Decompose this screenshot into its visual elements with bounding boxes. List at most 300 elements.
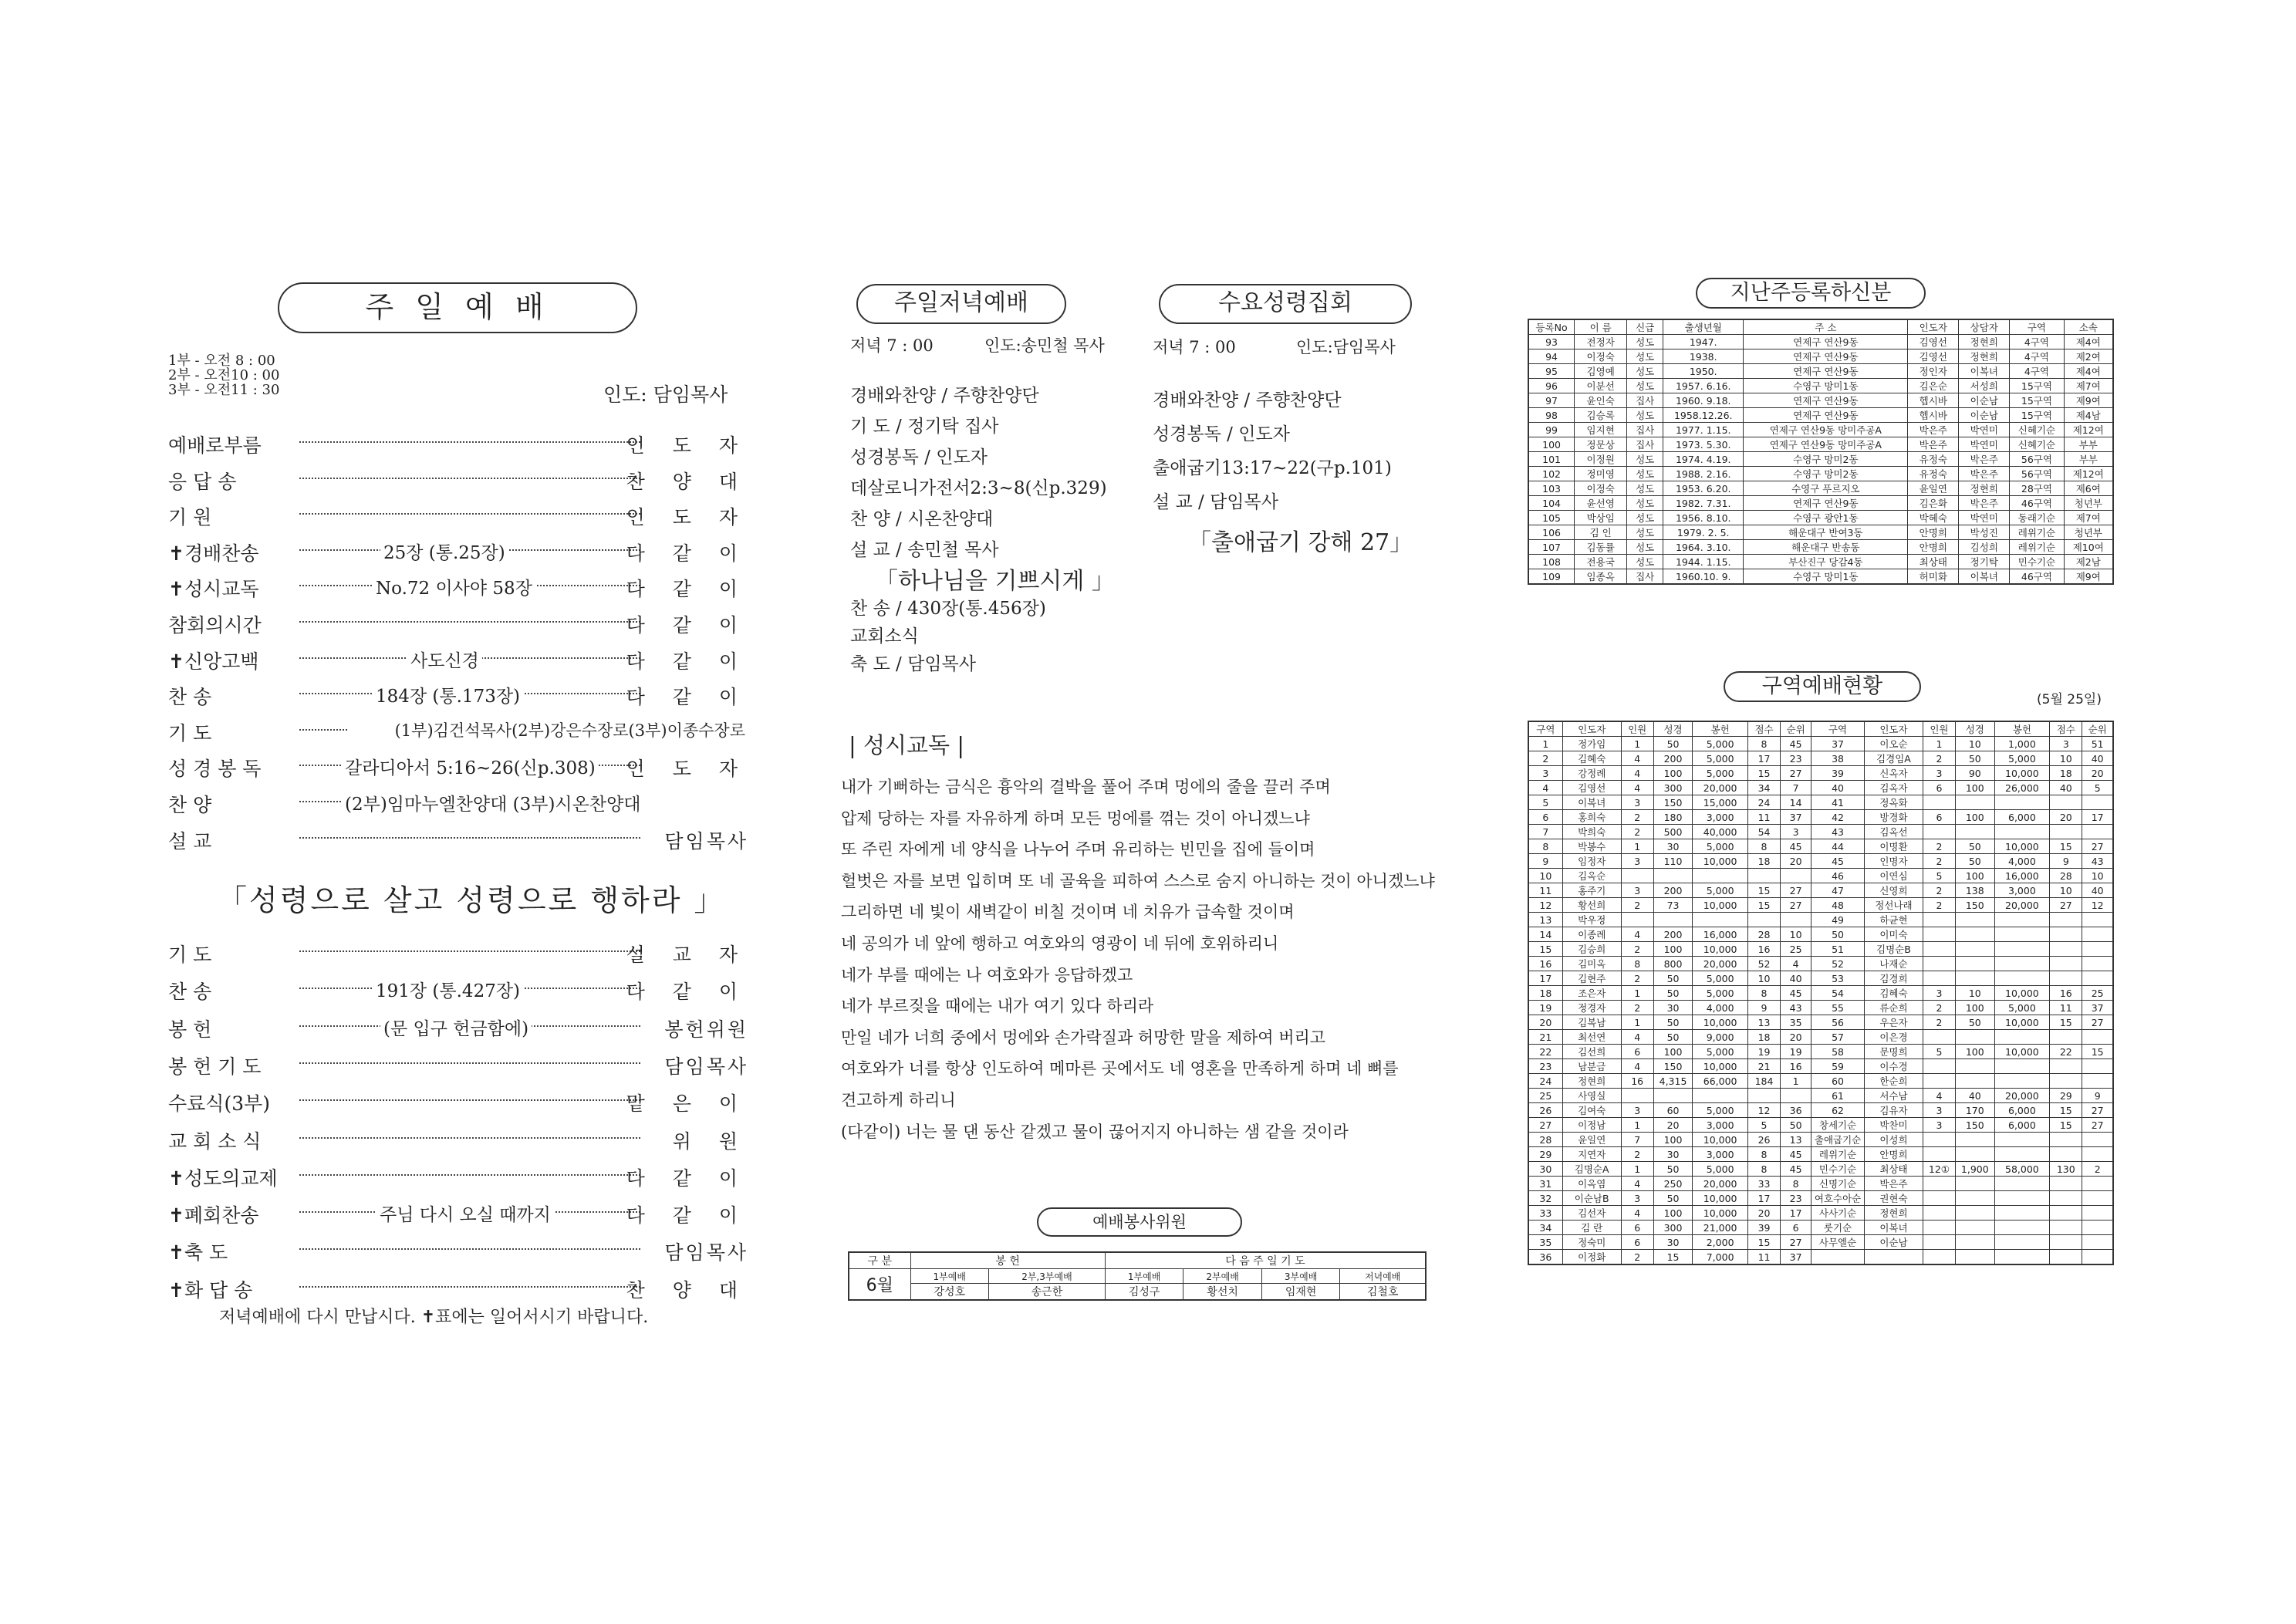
table-cell: 권현숙 xyxy=(1865,1191,1923,1206)
order-row xyxy=(168,790,748,826)
table-cell: 이정숙 xyxy=(1575,481,1627,496)
table-row xyxy=(1528,1103,2113,1118)
table-cell: 제7여 xyxy=(2064,511,2113,525)
table-cell: 1 xyxy=(1781,1074,1811,1089)
evening-leader: 인도:송민철 목사 xyxy=(984,336,1105,355)
column-header: 순위 xyxy=(1781,721,1811,737)
table-cell xyxy=(1923,1235,1955,1250)
table-cell: 이순남 xyxy=(1959,408,2010,423)
table-cell: 박은주 xyxy=(1959,467,2010,481)
table-cell: 나재순 xyxy=(1865,957,1923,971)
table-cell xyxy=(2050,1250,2082,1265)
table-cell: 100 xyxy=(1653,1206,1693,1221)
table-cell: 여호수아순 xyxy=(1811,1191,1865,1206)
table-cell xyxy=(2082,825,2113,839)
table-cell: 1 xyxy=(1621,1118,1653,1133)
table-cell: 16 xyxy=(1781,1059,1811,1074)
registrants-table xyxy=(1528,319,2114,585)
table-cell: 54 xyxy=(1747,825,1780,839)
order-row xyxy=(168,977,748,1012)
table-cell: 94 xyxy=(1528,349,1575,364)
table-cell: 4,000 xyxy=(1693,1001,1748,1015)
table-cell: 10 xyxy=(2082,869,2113,883)
table-cell: 150 xyxy=(1956,1118,1995,1133)
table-cell: 11 xyxy=(1528,883,1562,898)
table-cell: 제12여 xyxy=(2064,423,2113,437)
table-cell xyxy=(1693,869,1748,883)
table-cell: 1 xyxy=(1621,1162,1653,1177)
table-cell: 40 xyxy=(1811,781,1865,795)
table-cell: 52 xyxy=(1747,957,1780,971)
order-assignee: 봉헌위원 xyxy=(664,1018,748,1041)
table-cell: 제9여 xyxy=(2064,569,2113,585)
table-row xyxy=(1528,913,2113,927)
order-label: 설 교 xyxy=(168,829,212,853)
table-cell: 연제구 연산9동 xyxy=(1744,335,1908,349)
table-cell xyxy=(2050,971,2082,986)
reading-title: | 성시교독 | xyxy=(849,732,965,758)
table-cell: 박연미 xyxy=(1959,511,2010,525)
table-cell: 108 xyxy=(1528,555,1575,569)
table-cell: 집사 xyxy=(1627,569,1663,585)
table-cell: 20 xyxy=(1781,854,1811,869)
table-cell: 43 xyxy=(1811,825,1865,839)
table-cell: 1988. 2.16. xyxy=(1663,467,1744,481)
table-cell: 박연미 xyxy=(1959,437,2010,452)
table-cell xyxy=(1923,1177,1955,1191)
table-cell: 20 xyxy=(2050,810,2082,825)
table-cell: 130 xyxy=(2050,1162,2082,1177)
table-cell: 성도 xyxy=(1627,335,1663,349)
table-cell: 20,000 xyxy=(1994,1089,2050,1103)
table-cell: 10,000 xyxy=(1693,898,1748,913)
table-cell xyxy=(2082,942,2113,957)
order-line: 데살로니가전서2:3~8(신p.329) xyxy=(850,478,1107,498)
subhead: 3부예배 xyxy=(1261,1269,1340,1284)
table-cell: 8 xyxy=(1747,1147,1780,1162)
table-cell xyxy=(1994,1221,2050,1235)
table-cell: 15 xyxy=(2050,1015,2082,1030)
table-cell: 12 xyxy=(2082,898,2113,913)
table-cell: 사영실 xyxy=(1562,1089,1621,1103)
table-cell: 이복녀 xyxy=(1562,795,1621,810)
table-cell: 45 xyxy=(1781,737,1811,751)
table-cell xyxy=(1956,1074,1995,1089)
table-cell: 4 xyxy=(1621,1030,1653,1045)
table-cell xyxy=(1994,942,2050,957)
reading-line: 헐벗은 자를 보면 입히며 또 네 골육을 피하여 스스로 숨지 아니하는 것이 아니겠느냐 xyxy=(841,871,1435,890)
table-row xyxy=(1528,511,2113,525)
table-cell: 정현희 xyxy=(1562,1074,1621,1089)
table-cell: 이종례 xyxy=(1562,927,1621,942)
table-cell: 27 xyxy=(1528,1118,1562,1133)
table-cell: 28구역 xyxy=(2010,481,2064,496)
table-cell xyxy=(1994,1177,2050,1191)
table-row xyxy=(1528,437,2113,452)
table-cell: 정기탁 xyxy=(1959,555,2010,569)
table-cell xyxy=(1923,1191,1955,1206)
table-cell: 28 xyxy=(1747,927,1780,942)
table-cell xyxy=(1994,1250,2050,1265)
table-cell: 연제구 연산9동 xyxy=(1744,364,1908,379)
table-cell: 60 xyxy=(1811,1074,1865,1089)
table-cell: 2 xyxy=(1621,1147,1653,1162)
table-cell: 40,000 xyxy=(1693,825,1748,839)
table-cell: 김현주 xyxy=(1562,971,1621,986)
table-cell: 14 xyxy=(1781,795,1811,810)
table-cell xyxy=(1653,869,1693,883)
table-cell: 최선연 xyxy=(1562,1030,1621,1045)
table-row xyxy=(1528,1221,2113,1235)
table-cell: 5,000 xyxy=(1693,883,1748,898)
table-row xyxy=(1528,1206,2113,1221)
table-cell: 윤선영 xyxy=(1575,496,1627,511)
table-cell xyxy=(1994,1206,2050,1221)
subhead: 2부,3부예배 xyxy=(989,1269,1106,1284)
committee-name: 김철호 xyxy=(1340,1284,1426,1301)
table-cell: 방경화 xyxy=(1865,810,1923,825)
table-cell: 연제구 연산9동 망미주공A xyxy=(1744,437,1908,452)
table-cell: 홍주기 xyxy=(1562,883,1621,898)
table-cell: 100 xyxy=(1956,1045,1995,1059)
table-cell: 김영선 xyxy=(1908,335,1959,349)
column-header: 신급 xyxy=(1627,319,1663,335)
table-cell xyxy=(1923,913,1955,927)
table-cell: 제4여 xyxy=(2064,364,2113,379)
table-row xyxy=(1528,349,2113,364)
order-label: 봉 헌 xyxy=(168,1018,212,1041)
order-row xyxy=(168,1163,748,1199)
subhead: 2부예배 xyxy=(1183,1269,1262,1284)
table-cell xyxy=(1956,1235,1995,1250)
table-cell: 1,000 xyxy=(1994,737,2050,751)
table-cell: 110 xyxy=(1653,854,1693,869)
table-cell: 2 xyxy=(2082,1162,2113,1177)
table-cell: 신옥자 xyxy=(1865,766,1923,781)
leader-dots xyxy=(299,729,347,731)
table-cell: 8 xyxy=(1747,986,1780,1001)
table-cell: 성도 xyxy=(1627,481,1663,496)
table-cell: 1956. 8.10. xyxy=(1663,511,1744,525)
table-cell: 1 xyxy=(1923,737,1955,751)
table-cell: 41 xyxy=(1811,795,1865,810)
table-cell: 윤인숙 xyxy=(1575,393,1627,408)
table-cell: 이성희 xyxy=(1865,1133,1923,1147)
table-cell: 남분금 xyxy=(1562,1059,1621,1074)
table-cell: 최상태 xyxy=(1865,1162,1923,1177)
table-cell xyxy=(2082,795,2113,810)
table-cell: 이수경 xyxy=(1865,1059,1923,1074)
table-cell: 문명희 xyxy=(1865,1045,1923,1059)
table-cell: 10,000 xyxy=(1994,1045,2050,1059)
leader-dots xyxy=(299,1248,640,1250)
table-cell: 46구역 xyxy=(2010,569,2064,585)
table-cell: 250 xyxy=(1653,1177,1693,1191)
table-cell: 동래기순 xyxy=(2010,511,2064,525)
table-cell: 40 xyxy=(2050,781,2082,795)
order-row xyxy=(168,718,748,754)
table-cell: 김명순A xyxy=(1562,1162,1621,1177)
table-cell xyxy=(2082,1250,2113,1265)
table-cell: 정선나래 xyxy=(1865,898,1923,913)
table-cell: 1 xyxy=(1621,986,1653,1001)
table-cell: 김 인 xyxy=(1575,525,1627,540)
leader-dots xyxy=(299,513,640,515)
table-cell xyxy=(1923,1221,1955,1235)
table-cell xyxy=(1994,1074,2050,1089)
table-cell: 23 xyxy=(1528,1059,1562,1074)
table-cell: 레위기순 xyxy=(2010,540,2064,555)
order-detail: 191장 (통.427장) xyxy=(373,977,523,1002)
table-cell: 3 xyxy=(1621,1103,1653,1118)
table-cell: 3 xyxy=(1621,883,1653,898)
table-cell: 이복녀 xyxy=(1865,1221,1923,1235)
table-cell: 6 xyxy=(1621,1235,1653,1250)
table-cell: 10,000 xyxy=(1994,839,2050,854)
table-cell: 37 xyxy=(1781,1250,1811,1265)
table-cell xyxy=(1747,1089,1780,1103)
table-cell: 성도 xyxy=(1627,349,1663,364)
table-cell xyxy=(1693,913,1748,927)
table-cell: 5 xyxy=(2082,781,2113,795)
reading-line: 압제 당하는 자를 자유하게 하며 모든 멍에를 꺾는 것이 아니겠느냐 xyxy=(841,809,1310,828)
leader-dots xyxy=(299,621,640,623)
table-cell: 제2남 xyxy=(2064,555,2113,569)
order-assignee: 다 같 이 xyxy=(626,542,748,565)
table-cell: 27 xyxy=(1781,766,1811,781)
table-cell xyxy=(1956,1206,1995,1221)
table-row xyxy=(1528,957,2113,971)
table-cell: 정현희 xyxy=(1959,481,2010,496)
table-cell: 2,000 xyxy=(1693,1235,1748,1250)
table-cell: 2 xyxy=(1621,971,1653,986)
table-cell: 3 xyxy=(1621,1191,1653,1206)
table-cell xyxy=(2050,957,2082,971)
table-row xyxy=(1528,393,2113,408)
order-assignee: 위 원 xyxy=(672,1129,748,1153)
table-cell xyxy=(2082,1177,2113,1191)
table-cell xyxy=(1956,942,1995,957)
table-cell: 18 xyxy=(1747,854,1780,869)
table-cell xyxy=(2082,1221,2113,1235)
committee-name: 황선치 xyxy=(1183,1284,1262,1301)
table-cell: 윤일연 xyxy=(1562,1133,1621,1147)
table-cell: 김은화 xyxy=(1908,496,1959,511)
table-cell: 1960. 9.18. xyxy=(1663,393,1744,408)
table-cell: 50 xyxy=(1653,971,1693,986)
table-cell xyxy=(2082,971,2113,986)
order-label: 참회의시간 xyxy=(168,614,262,636)
table-cell: 30 xyxy=(1653,839,1693,854)
table-cell: 42 xyxy=(1811,810,1865,825)
table-cell: 정미영 xyxy=(1575,467,1627,481)
table-cell: 10 xyxy=(1747,971,1780,986)
table-cell: 100 xyxy=(1956,810,1995,825)
table-cell: 50 xyxy=(1956,839,1995,854)
table-cell: 2 xyxy=(1923,1001,1955,1015)
table-cell: 35 xyxy=(1781,1015,1811,1030)
leader-dots xyxy=(299,1286,640,1288)
table-cell: 15 xyxy=(1747,898,1780,913)
table-cell xyxy=(1923,1147,1955,1162)
table-row xyxy=(1528,379,2113,393)
table-cell: 전용국 xyxy=(1575,555,1627,569)
table-cell: 9 xyxy=(1528,854,1562,869)
table-cell: 4 xyxy=(1621,927,1653,942)
order-label: 기 도 xyxy=(168,944,212,966)
table-cell: 허미화 xyxy=(1908,569,1959,585)
table-row xyxy=(1528,335,2113,349)
table-cell: 7 xyxy=(1528,825,1562,839)
table-cell: 200 xyxy=(1653,883,1693,898)
table-cell: 5,000 xyxy=(1693,839,1748,854)
table-cell: 180 xyxy=(1653,810,1693,825)
table-cell: 10 xyxy=(2050,883,2082,898)
order-assignee: 담임목사 xyxy=(664,1055,748,1078)
table-cell: 46구역 xyxy=(2010,496,2064,511)
table-row xyxy=(1528,854,2113,869)
table-cell: 1 xyxy=(1621,839,1653,854)
table-cell: 50 xyxy=(1653,986,1693,1001)
table-cell: 109 xyxy=(1528,569,1575,585)
table-cell xyxy=(1653,913,1693,927)
time-2: 2부 - 오전10 : 00 xyxy=(168,367,280,383)
order-row xyxy=(168,1052,748,1087)
table-cell: 집사 xyxy=(1627,393,1663,408)
order-detail: (문 입구 헌금함에) xyxy=(380,1015,532,1040)
table-cell: 제10여 xyxy=(2064,540,2113,555)
table-cell: 16 xyxy=(1528,957,1562,971)
table-cell: 김성희 xyxy=(1959,540,2010,555)
district-table xyxy=(1528,721,2114,1265)
month-cell: 6월 xyxy=(849,1269,910,1301)
col-gubun: 구 분 xyxy=(849,1252,910,1269)
table-row xyxy=(1528,942,2113,957)
table-cell: 2 xyxy=(1621,1001,1653,1015)
table-cell: 민수기순 xyxy=(1811,1162,1865,1177)
table-cell: 48 xyxy=(1811,898,1865,913)
table-cell xyxy=(2050,913,2082,927)
district-title: 구역예배현황 xyxy=(1724,671,1921,702)
table-row xyxy=(1528,1059,2113,1074)
table-cell: 박은주 xyxy=(1908,423,1959,437)
order-row xyxy=(168,754,748,789)
column-header: 점수 xyxy=(2050,721,2082,737)
table-row xyxy=(1528,423,2113,437)
table-row xyxy=(1528,1235,2113,1250)
table-cell: 3,000 xyxy=(1994,883,2050,898)
table-cell: 21,000 xyxy=(1693,1221,1748,1235)
table-cell: 창세기순 xyxy=(1811,1118,1865,1133)
table-cell: 2 xyxy=(1621,825,1653,839)
table-cell: 제7여 xyxy=(2064,379,2113,393)
table-cell: 박은주 xyxy=(1959,496,2010,511)
table-cell: 47 xyxy=(1811,883,1865,898)
table-cell: 52 xyxy=(1811,957,1865,971)
column-header: 주 소 xyxy=(1744,319,1908,335)
time-1: 1부 - 오전 8 : 00 xyxy=(168,353,275,369)
order-row xyxy=(168,502,748,538)
leader-dots xyxy=(299,478,640,479)
table-cell: 15 xyxy=(2050,1103,2082,1118)
table-cell: 1938. xyxy=(1663,349,1744,364)
table-cell: 24 xyxy=(1528,1074,1562,1089)
table-cell: 정현희 xyxy=(1959,349,2010,364)
order-assignee: 다 같 이 xyxy=(626,650,748,673)
table-cell: 103 xyxy=(1528,481,1575,496)
column-header: 등록No xyxy=(1528,319,1575,335)
table-cell: 14 xyxy=(1528,927,1562,942)
table-cell xyxy=(1956,913,1995,927)
service-committee-table xyxy=(848,1251,1427,1301)
table-cell: 전정자 xyxy=(1575,335,1627,349)
table-cell: 김혜숙 xyxy=(1562,751,1621,766)
order-assignee: 다 같 이 xyxy=(626,578,748,601)
table-cell: 레위기순 xyxy=(1811,1147,1865,1162)
table-cell: 17 xyxy=(2082,810,2113,825)
table-cell xyxy=(2082,1059,2113,1074)
table-cell: 김경희 xyxy=(1865,971,1923,986)
table-cell: 1964. 3.10. xyxy=(1663,540,1744,555)
table-cell: 104 xyxy=(1528,496,1575,511)
table-cell: 수영구 망미1동 xyxy=(1744,569,1908,585)
table-row xyxy=(1528,1030,2113,1045)
table-cell: 10,000 xyxy=(1693,1206,1748,1221)
table-cell: 21 xyxy=(1747,1059,1780,1074)
table-cell: 22 xyxy=(1528,1045,1562,1059)
column-header: 구역 xyxy=(2010,319,2064,335)
table-cell: 이정남 xyxy=(1562,1118,1621,1133)
table-row xyxy=(1528,795,2113,810)
column-header: 구역 xyxy=(1811,721,1865,737)
order-line: 교회소식 xyxy=(850,626,919,647)
table-cell: 60 xyxy=(1653,1103,1693,1118)
column-header: 소속 xyxy=(2064,319,2113,335)
order-row xyxy=(168,574,748,609)
table-cell: 1947. xyxy=(1663,335,1744,349)
table-row xyxy=(1528,927,2113,942)
table-cell xyxy=(1923,1206,1955,1221)
table-row xyxy=(1528,1045,2113,1059)
table-cell: 안명희 xyxy=(1908,540,1959,555)
order-line: 성경봉독 / 인도자 xyxy=(1153,424,1290,444)
table-cell xyxy=(2082,1074,2113,1089)
table-cell xyxy=(2050,1221,2082,1235)
table-cell: 박희숙 xyxy=(1562,825,1621,839)
table-cell: 99 xyxy=(1528,423,1575,437)
table-row xyxy=(1528,555,2113,569)
order-assignee: 인 도 자 xyxy=(626,434,748,457)
table-cell: 6,000 xyxy=(1994,1118,2050,1133)
table-cell: 성도 xyxy=(1627,408,1663,423)
table-cell: 연제구 연산9동 xyxy=(1744,349,1908,364)
table-cell xyxy=(2050,1059,2082,1074)
column-header: 인원 xyxy=(1621,721,1653,737)
table-cell xyxy=(1865,1250,1923,1265)
table-cell: 4 xyxy=(1621,781,1653,795)
table-cell xyxy=(1621,1089,1653,1103)
table-cell: 26 xyxy=(1747,1133,1780,1147)
table-cell: 15 xyxy=(2082,1045,2113,1059)
table-cell: 신혜기순 xyxy=(2010,437,2064,452)
table-cell xyxy=(1923,971,1955,986)
table-cell: 66,000 xyxy=(1693,1074,1748,1089)
table-cell: 9 xyxy=(2082,1089,2113,1103)
table-cell: 김선희 xyxy=(1562,1045,1621,1059)
column-header: 인도자 xyxy=(1562,721,1621,737)
table-cell: 10,000 xyxy=(1994,766,2050,781)
subhead: 저녁예배 xyxy=(1340,1269,1426,1284)
